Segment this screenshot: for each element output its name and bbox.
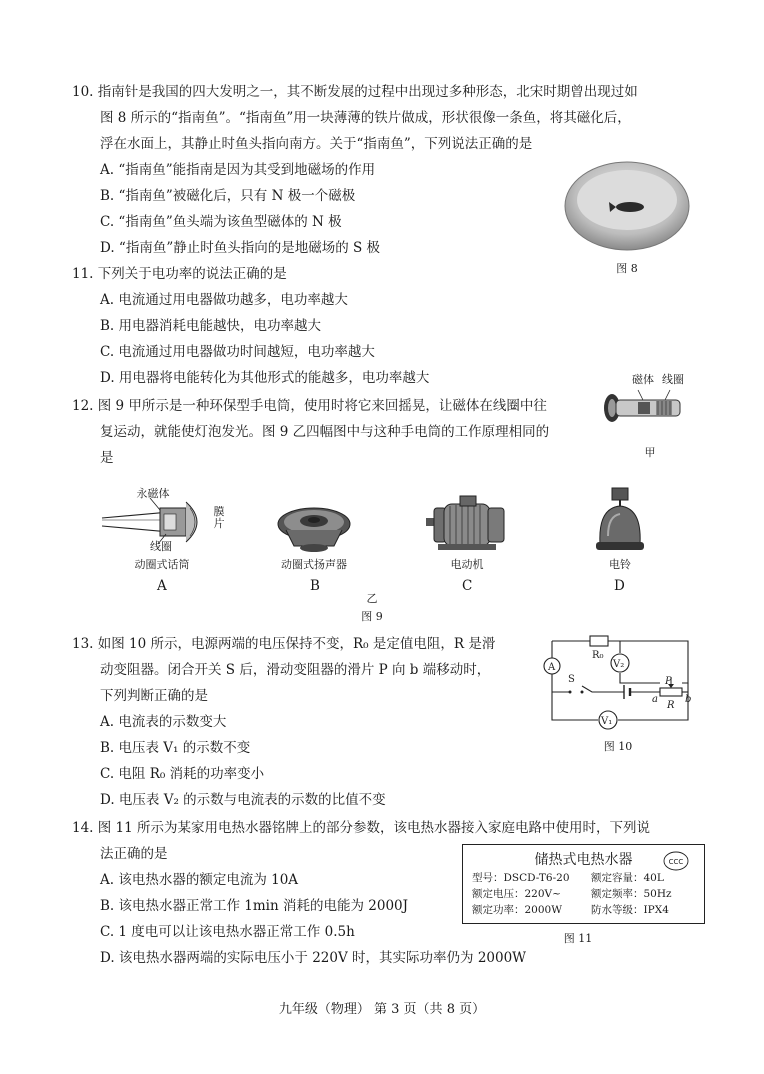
figure-9-a-microphone: [100, 498, 212, 548]
q11-option-b: B. 用电器消耗电能越快，电功率越大: [100, 318, 322, 334]
q12-line-3: 是: [100, 450, 114, 466]
figure-11-nameplate: [462, 844, 705, 924]
item-c-name: 电动机: [450, 558, 484, 571]
circuit-switch-label: S: [568, 674, 575, 685]
figure-10-circuit: [530, 628, 700, 738]
q13-option-c: C. 电阻 R₀ 消耗的功率变小: [100, 766, 265, 782]
q13-option-d: D. 电压表 V₂ 的示数与电流表的示数的比值不变: [100, 792, 386, 808]
figure-9-caption: 图 9: [361, 610, 383, 623]
nameplate-capacity: 额定容量：40L: [591, 872, 664, 884]
q13-option-b: B. 电压表 V₁ 的示数不变: [100, 740, 251, 756]
circuit-v2-label: V₂: [613, 659, 625, 670]
q11-stem: 11. 下列关于电功率的说法正确的是: [72, 266, 287, 282]
item-b-letter: B: [310, 578, 320, 594]
circuit-a-label: a: [652, 694, 658, 705]
item-d-name: 电铃: [609, 558, 631, 571]
q11-option-c: C. 电流通过用电器做功时间越短，电功率越大: [100, 344, 375, 360]
q14-option-c: C. 1 度电可以让该电热水器正常工作 0.5h: [100, 924, 355, 940]
q14-line-1: 14. 图 11 所示为某家用电热水器铭牌上的部分参数，该电热水器接入家庭电路中使用时，下列说: [72, 820, 651, 836]
figure-11-caption: 图 11: [563, 932, 593, 945]
nameplate-model: 型号：DSCD-T6-20: [472, 872, 570, 884]
jia-label-magnet: 磁体: [632, 373, 654, 386]
q10-option-b: B. “指南鱼”被磁化后，只有 N 极一个磁极: [100, 188, 356, 204]
q12-line-1: 12. 图 9 甲所示是一种环保型手电筒，使用时将它来回摇晃，让磁体在线圈中往: [72, 398, 547, 414]
circuit-p-label: P: [665, 676, 672, 687]
q11-option-a: A. 电流通过用电器做功越多，电功率越大: [100, 292, 348, 308]
item-b-name: 动圈式扬声器: [281, 558, 347, 571]
fig-a-coil-label: 线圈: [150, 540, 172, 553]
figure-8-caption: 图 8: [616, 262, 638, 275]
nameplate-voltage: 额定电压：220V~: [472, 888, 561, 900]
q13-line-3: 下列判断正确的是: [100, 688, 208, 704]
q14-line-2: 法正确的是: [100, 846, 168, 862]
circuit-v1-label: V₁: [601, 716, 613, 727]
fig-a-film-label: 膜片: [213, 505, 225, 530]
q11-option-d: D. 用电器将电能转化为其他形式的能越多，电功率越大: [100, 370, 430, 386]
figure-9-b-speaker: [276, 496, 352, 554]
q10-option-c: C. “指南鱼”鱼头端为该鱼型磁体的 N 极: [100, 214, 342, 230]
item-c-letter: C: [462, 578, 473, 594]
nameplate-waterproof: 防水等级：IPX4: [591, 904, 669, 916]
q10-option-a: A. “指南鱼”能指南是因为其受到地磁场的作用: [100, 162, 376, 178]
figure-9-jia-flashlight: [594, 386, 690, 426]
q13-line-1: 13. 如图 10 所示，电源两端的电压保持不变，R₀ 是定值电阻，R 是滑: [72, 636, 496, 652]
q10-line-2: 图 8 所示的“指南鱼”。“指南鱼”用一块薄薄的铁片做成，形状很像一条鱼，将其磁化后，: [100, 110, 631, 126]
item-d-letter: D: [614, 578, 625, 594]
figure-9-c-motor: [424, 494, 508, 554]
circuit-r-label: R: [667, 700, 675, 711]
q12-line-2: 复运动，就能使灯泡发光。图 9 乙四幅图中与这种手电筒的工作原理相同的: [100, 424, 550, 440]
page-footer: 九年级（物理） 第 3 页（共 8 页）: [278, 1002, 486, 1017]
circuit-ammeter-label: A: [548, 662, 556, 673]
q10-option-d: D. “指南鱼”静止时鱼头指向的是地磁场的 S 极: [100, 240, 381, 256]
nameplate-title: 储热式电热水器: [534, 852, 633, 868]
jia-label-coil: 线圈: [662, 373, 684, 386]
jia-caption: 甲: [644, 446, 656, 459]
figure-10-caption: 图 10: [603, 740, 633, 753]
item-a-name: 动圈式话筒: [134, 558, 190, 571]
ccc-mark-icon: [663, 851, 689, 871]
nameplate-power: 额定功率：2000W: [472, 904, 563, 916]
q14-option-a: A. 该电热水器的额定电流为 10A: [100, 872, 299, 888]
q13-line-2: 动变阻器。闭合开关 S 后，滑动变阻器的滑片 P 向 b 端移动时，: [100, 662, 491, 678]
q14-option-d: D. 该电热水器两端的实际电压小于 220V 时，其实际功率仍为 2000W: [100, 950, 527, 966]
figure-9-sub-caption: 乙: [366, 592, 378, 605]
q10-line-3: 浮在水面上，其静止时鱼头指向南方。关于“指南鱼”，下列说法正确的是: [100, 136, 533, 152]
item-a-letter: A: [157, 578, 167, 594]
nameplate-frequency: 额定频率：50Hz: [591, 888, 672, 900]
q10-line-1: 10. 指南针是我国的四大发明之一，其不断发展的过程中出现过多种形态，北宋时期曾出现过如: [72, 84, 638, 100]
figure-8-compass-fish: [562, 160, 692, 256]
circuit-b-label: b: [685, 694, 692, 705]
figure-9-d-bell: [594, 486, 646, 554]
fig-a-magnet-label: 永磁体: [136, 487, 170, 500]
circuit-r0-label: R₀: [592, 650, 604, 661]
ccc-mark-text: CCC: [668, 858, 684, 866]
q13-option-a: A. 电流表的示数变大: [100, 714, 227, 730]
q14-option-b: B. 该电热水器正常工作 1min 消耗的电能为 2000J: [100, 898, 409, 914]
